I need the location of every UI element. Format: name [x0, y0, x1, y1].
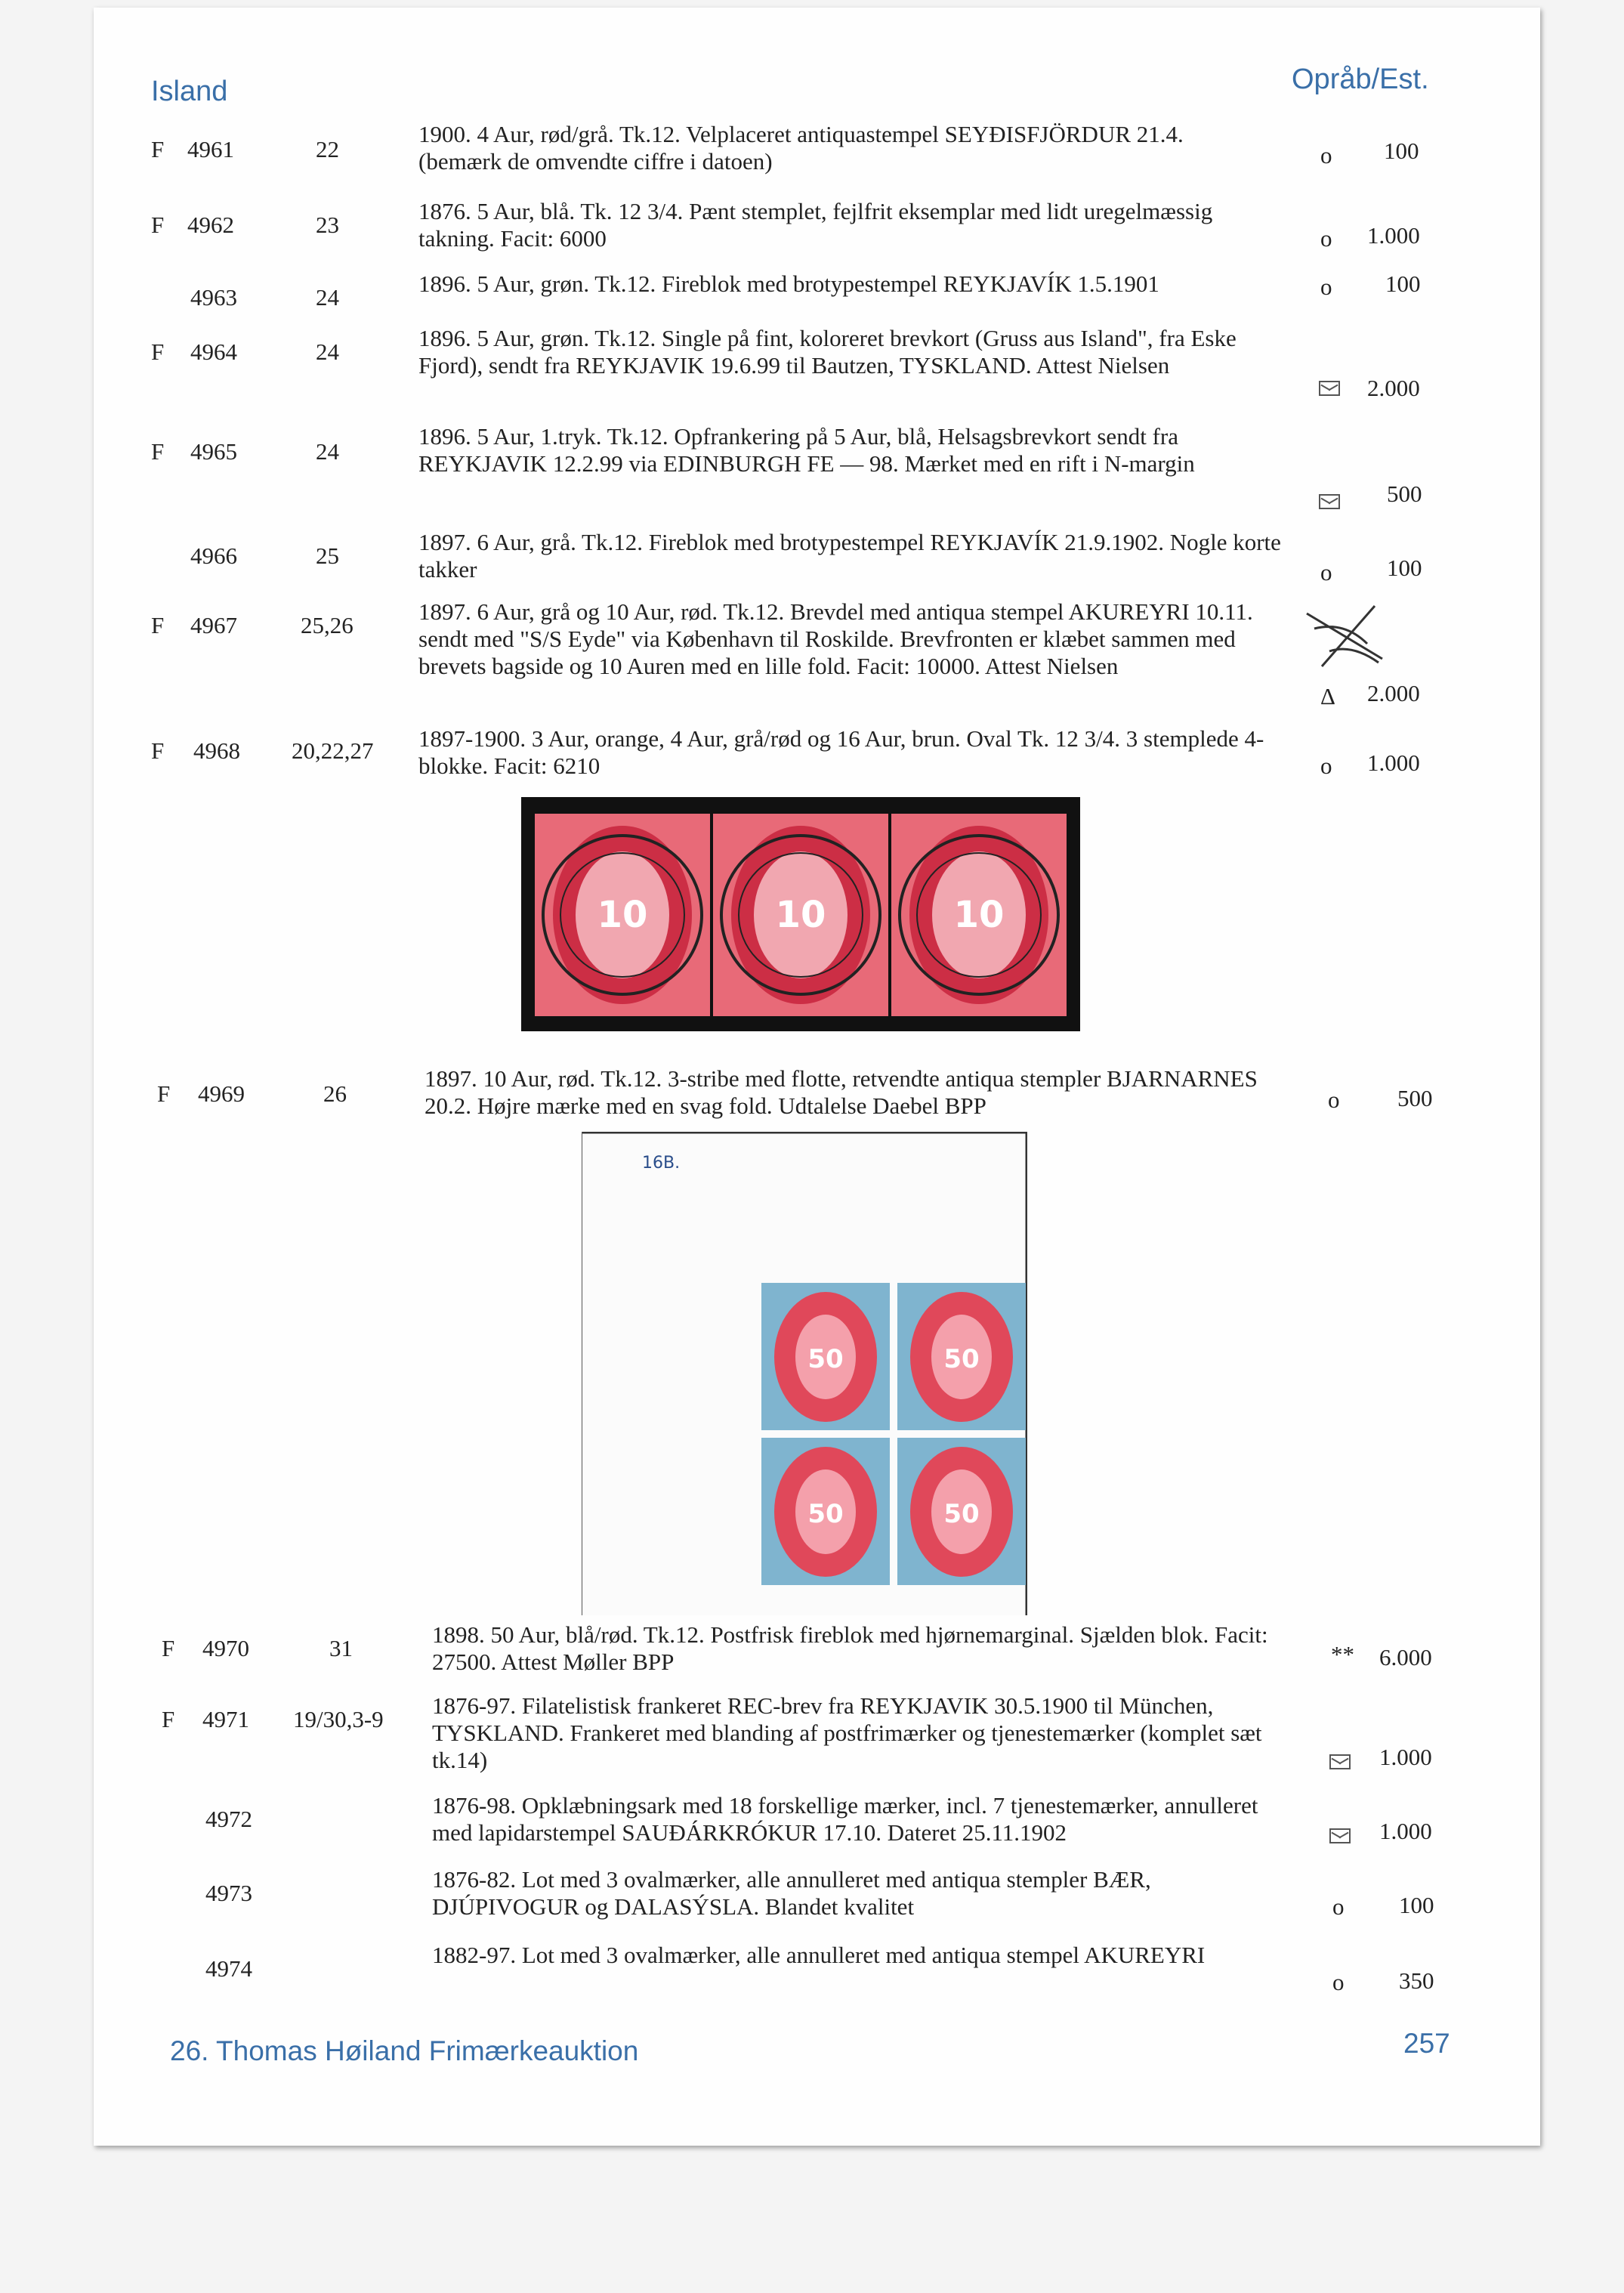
stamp-value: 50	[943, 1499, 980, 1529]
stamp-value: 10	[597, 894, 648, 936]
lot-number: 4969	[198, 1080, 245, 1107]
estimate-column-label: Opråb/Est.	[1292, 63, 1429, 95]
lot-condition: o	[1332, 1969, 1345, 1995]
lot-number: 4966	[190, 542, 237, 569]
lot-condition: **	[1331, 1641, 1354, 1667]
lot-number: 4973	[205, 1880, 252, 1906]
lot-condition: o	[1332, 1893, 1345, 1920]
lot-description: 1897. 6 Aur, grå. Tk.12. Fireblok med brotypestempel REYKJAVÍK 21.9.1902. Nogle korte takker	[418, 529, 1281, 583]
lot-estimate: 1.000	[1379, 1744, 1432, 1770]
envelope-icon	[1329, 1822, 1351, 1850]
lot-estimate: 2.000	[1367, 375, 1420, 401]
lot-number: 4974	[205, 1955, 252, 1982]
stamp-value: 50	[943, 1344, 980, 1374]
lot-estimate: 1.000	[1367, 222, 1420, 249]
lot-estimate: 500	[1397, 1085, 1433, 1111]
lot-description: 1896. 5 Aur, grøn. Tk.12. Single på fint, koloreret brevkort (Gruss aus Island", fra Eske Fjord), sendt fra REYKJAVIK 19.6.99 til Bautzen, TYSKLAND. Attest Nielsen	[418, 325, 1237, 379]
lot-description: 1876-97. Filatelistisk frankeret REC-brev fra REYKJAVIK 30.5.1900 til München, TYSKLAND. Frankeret med blanding af postfrimærker og tjenestemærker (komplet sæt tk.14)	[432, 1692, 1262, 1773]
lot-description: 1900. 4 Aur, rød/grå. Tk.12. Velplaceret antiquastempel SEYÐISFJÖRDUR 21.4. (bemærk de omvendte ciffre i datoen)	[418, 121, 1184, 175]
lot-description: 1896. 5 Aur, grøn. Tk.12. Fireblok med brotypestempel REYKJAVÍK 1.5.1901	[418, 270, 1159, 297]
envelope-icon	[1319, 375, 1340, 402]
lot-description: 1882-97. Lot med 3 ovalmærker, alle annulleret med antiqua stempel AKUREYRI	[432, 1942, 1206, 1968]
lot-estimate: 100	[1385, 270, 1421, 297]
stamp-value: 50	[807, 1499, 844, 1529]
lot-description: 1896. 5 Aur, 1.tryk. Tk.12. Opfrankering på 5 Aur, blå, Helsagsbrevkort sendt fra REYKJAVIK 12.2.99 via EDINBURGH FE — 98. Mærket med en rift i N-margin	[418, 423, 1195, 477]
stamp-value: 10	[953, 894, 1005, 936]
lot-flag: F	[157, 1080, 171, 1107]
envelope-icon	[1319, 488, 1340, 515]
lot-description: 1897. 10 Aur, rød. Tk.12. 3-stribe med flotte, retvendte antiqua stempler BJARNARNES 20.2. Højre mærke med en svag fold. Udtalelse Daebel BPP	[425, 1065, 1258, 1119]
lot-estimate: 6.000	[1379, 1644, 1432, 1670]
lot-flag: F	[151, 338, 165, 365]
page-number: 257	[1403, 2028, 1450, 2059]
lot-number: 4968	[193, 737, 240, 764]
stamp-value: 10	[775, 894, 826, 936]
lot-catalog: 25	[316, 542, 339, 569]
lot-flag: F	[151, 136, 165, 162]
lot-catalog: 23	[316, 212, 339, 238]
lot-condition: o	[1320, 273, 1332, 300]
lot-catalog: 31	[329, 1635, 353, 1661]
stamp-strip-image	[521, 797, 1080, 1031]
stamp-value: 50	[807, 1344, 844, 1374]
envelope-icon	[1329, 1748, 1351, 1775]
lot-flag: F	[151, 438, 165, 465]
lot-condition: o	[1328, 1086, 1340, 1113]
lot-number: 4971	[202, 1706, 249, 1732]
lot-catalog: 25,26	[301, 612, 354, 638]
lot-number: 4961	[187, 136, 234, 162]
block-note: 16B.	[642, 1154, 681, 1173]
footer-auction-title: 26. Thomas Høiland Frimærkeauktion	[170, 2035, 639, 2066]
lot-number: 4965	[190, 438, 237, 465]
lot-flag: F	[162, 1635, 175, 1661]
lot-catalog: 24	[316, 438, 339, 465]
lot-number: 4970	[202, 1635, 249, 1661]
lot-flag: F	[151, 737, 165, 764]
lot-estimate: 350	[1399, 1967, 1434, 1994]
lot-condition: o	[1320, 559, 1332, 586]
lot-description: 1876-82. Lot med 3 ovalmærker, alle annulleret med antiqua stempler BÆR, DJÚPIVOGUR og DALASÝSLA. Blandet kvalitet	[432, 1866, 1151, 1920]
lot-flag: F	[162, 1706, 175, 1732]
lot-description: 1897-1900. 3 Aur, orange, 4 Aur, grå/rød og 16 Aur, brun. Oval Tk. 12 3/4. 3 stemplede 4-blokke. Facit: 6210	[418, 725, 1264, 779]
lot-catalog: 20,22,27	[292, 737, 374, 764]
lot-description: 1876-98. Opklæbningsark med 18 forskellige mærker, incl. 7 tjenestemærker, annulleret med lapidarstempel SAUÐÁRKRÓKUR 17.10. Dateret 25.11.1902	[432, 1792, 1258, 1846]
lot-number: 4964	[190, 338, 237, 365]
lot-catalog: 24	[316, 338, 339, 365]
lot-flag: F	[151, 612, 165, 638]
section-title: Island	[151, 76, 228, 107]
lot-condition: Δ	[1320, 683, 1335, 709]
lot-flag: F	[151, 212, 165, 238]
lot-condition: o	[1320, 752, 1332, 779]
lot-estimate: 100	[1387, 555, 1422, 581]
lot-description: 1897. 6 Aur, grå og 10 Aur, rød. Tk.12. Brevdel med antiqua stempel AKUREYRI 10.11. sendt med "S/S Eyde" via København til Roskilde. Brevfronten er klæbet sammen med brevets bagside og 10 Auren med en lille fold. Facit: 10000. Attest Nielsen	[418, 598, 1253, 679]
lot-estimate: 100	[1399, 1892, 1434, 1918]
lot-description: 1898. 50 Aur, blå/rød. Tk.12. Postfrisk fireblok med hjørnemarginal. Sjælden blok. Facit: 27500. Attest Møller BPP	[432, 1621, 1268, 1675]
lot-catalog: 26	[323, 1080, 347, 1107]
lot-number: 4967	[190, 612, 237, 638]
lot-catalog: 22	[316, 136, 339, 162]
lot-number: 4972	[205, 1806, 252, 1832]
lot-estimate: 2.000	[1367, 680, 1420, 706]
lot-number: 4963	[190, 284, 237, 311]
lot-estimate: 1.000	[1379, 1818, 1432, 1844]
lot-estimate: 100	[1384, 138, 1419, 164]
stamp-block-image	[582, 1132, 1027, 1615]
lot-catalog: 24	[316, 284, 339, 311]
lot-condition: o	[1320, 142, 1332, 168]
lot-number: 4962	[187, 212, 234, 238]
lot-catalog: 19/30,3-9	[293, 1706, 384, 1732]
lot-estimate: 1.000	[1367, 749, 1420, 776]
handwritten-mark	[1299, 598, 1390, 681]
lot-condition: o	[1320, 225, 1332, 252]
lot-estimate: 500	[1387, 481, 1422, 507]
lot-description: 1876. 5 Aur, blå. Tk. 12 3/4. Pænt stemplet, fejlfrit eksemplar med lidt uregelmæssig takning. Facit: 6000	[418, 198, 1213, 252]
